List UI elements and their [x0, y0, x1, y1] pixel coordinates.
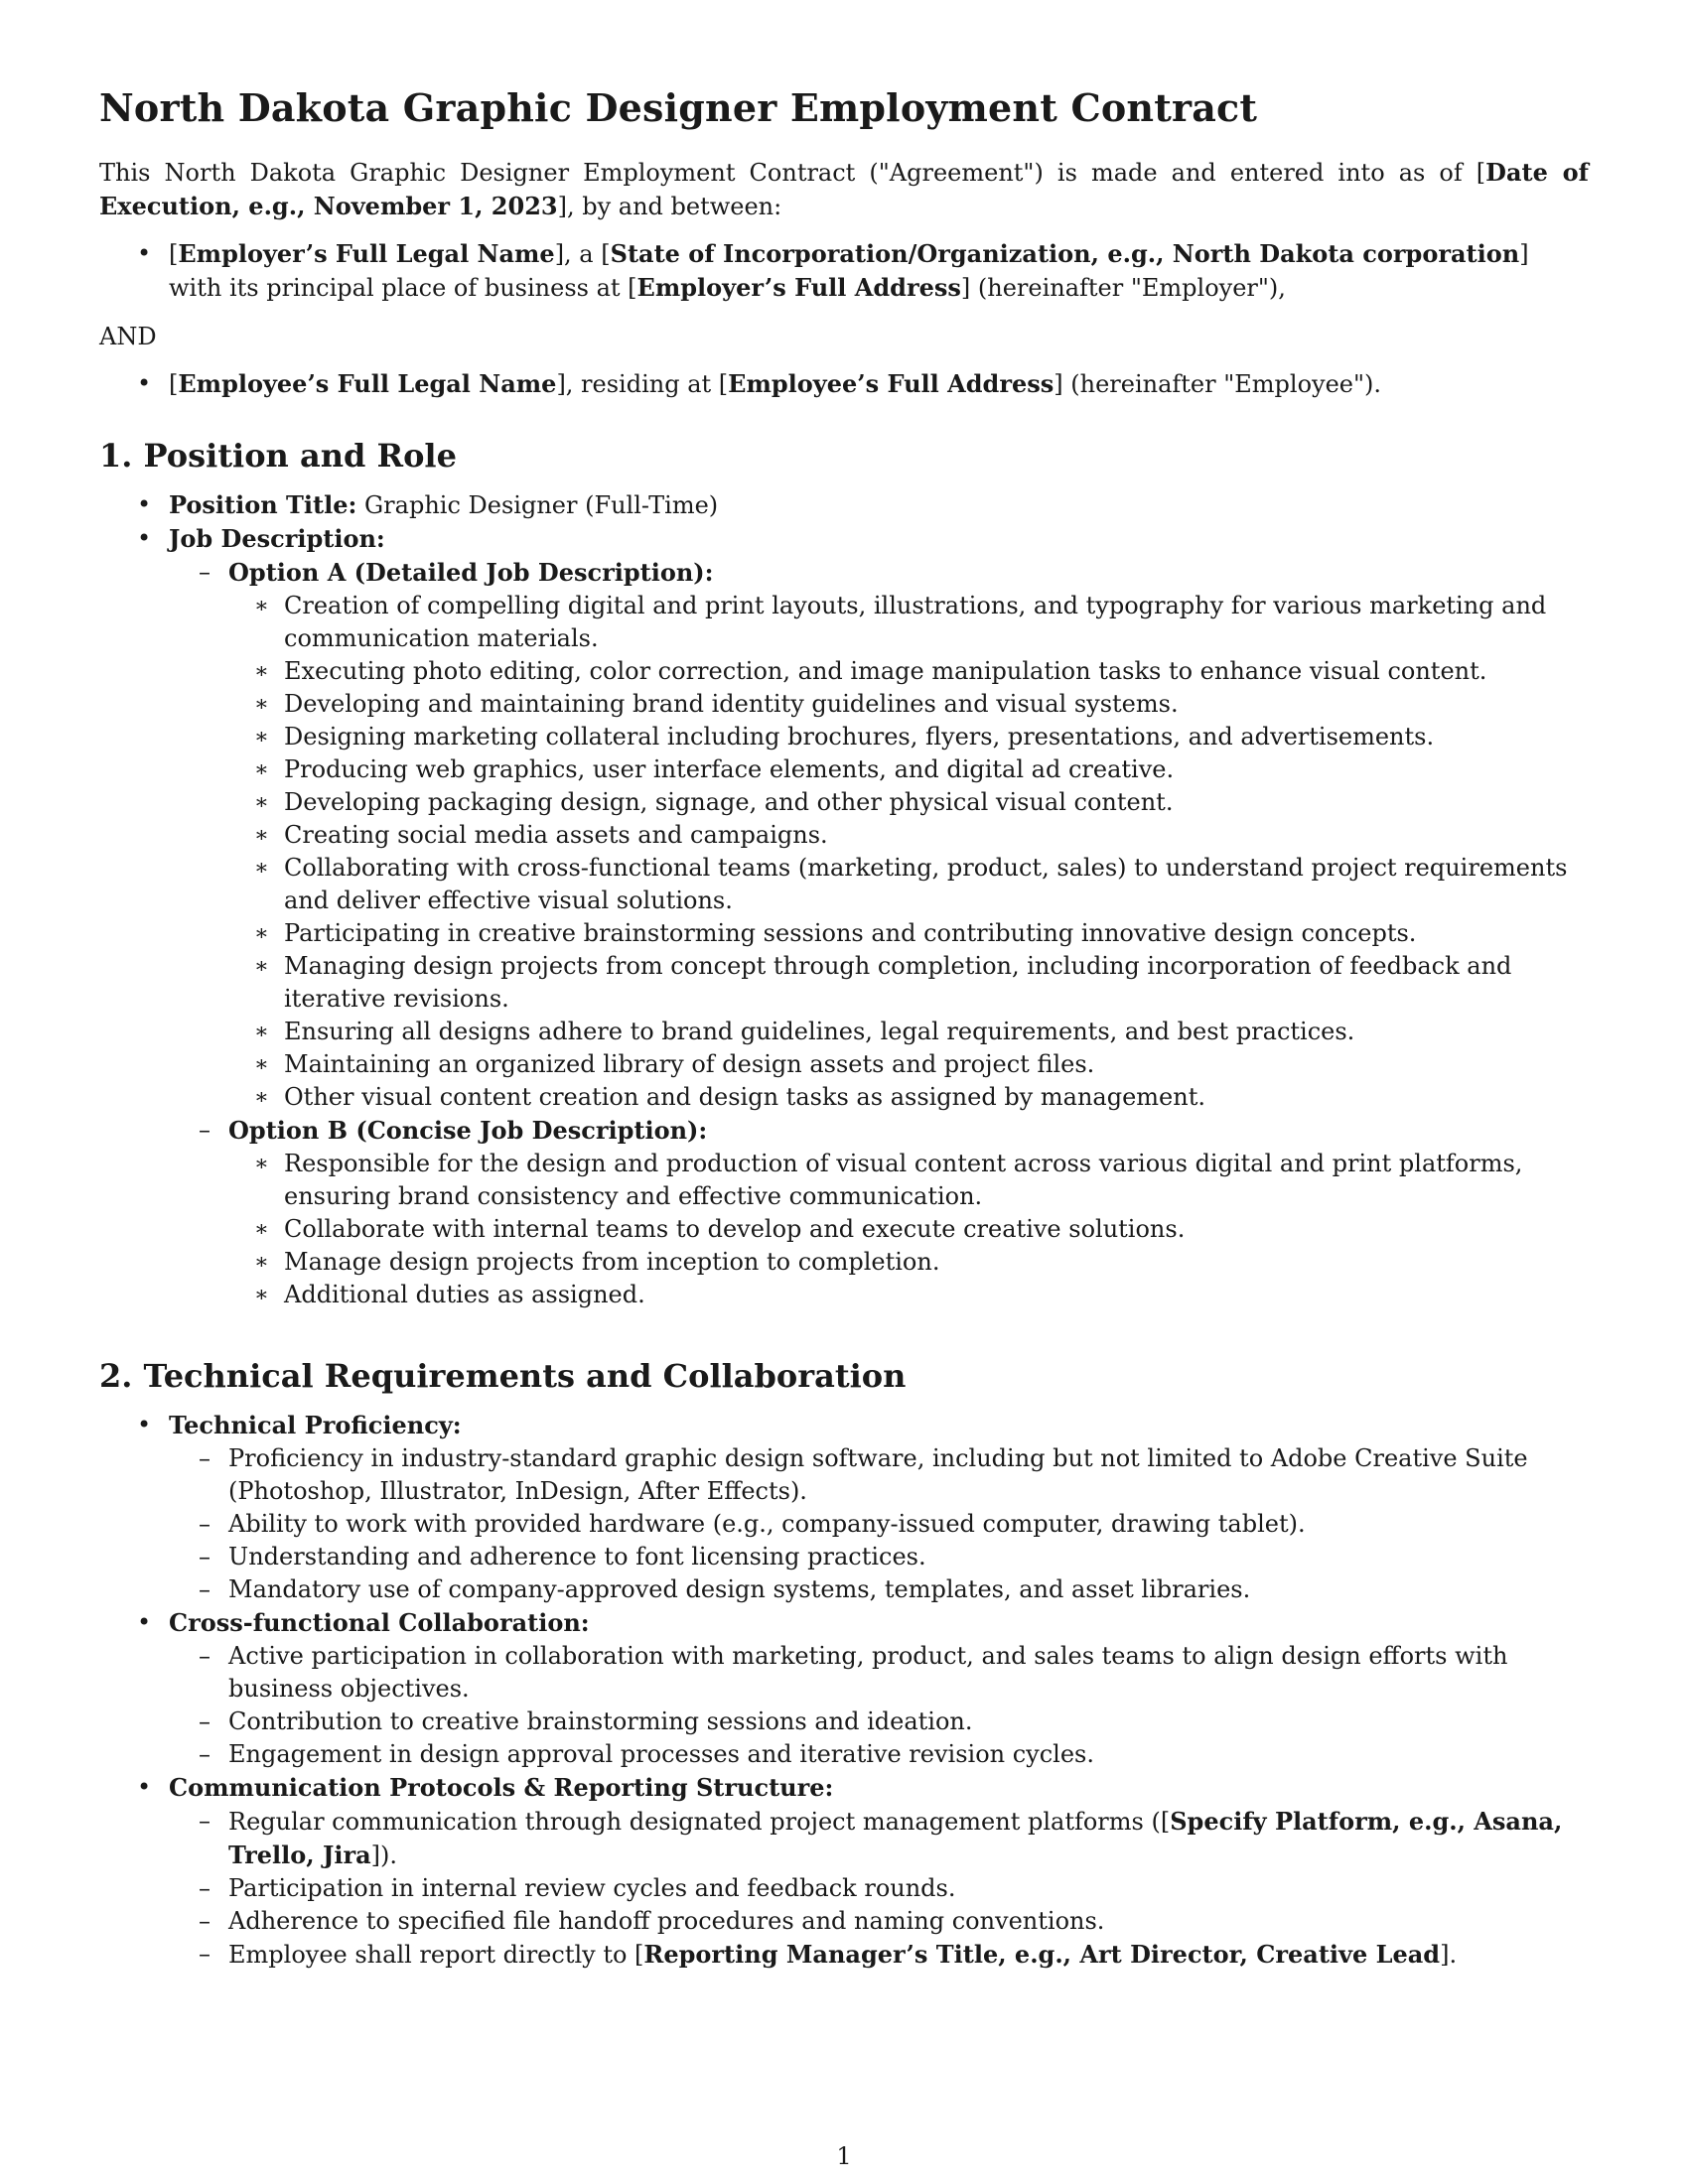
list-item: – Mandatory use of company-approved design systems, templates, and asset libraries.: [159, 1573, 1589, 1606]
technical-proficiency-item: • Technical Proficiency: – Proficiency in industry-standard graphic design software, including but not limited to Adobe Creative Suite (Photoshop, Illustrator, InDesign, After Effects). – Ability to work with provided hardware (e.g., company-issued computer, drawing tablet). – Understanding and adherence to font licensing practices. – Mandatory use of company-approved design systems, templates, and asset libraries.: [99, 1409, 1589, 1606]
list-item: ∗ Additional duties as assigned.: [214, 1279, 1589, 1311]
list-item: ∗ Other visual content creation and design tasks as assigned by management.: [214, 1081, 1589, 1114]
page-number: 1: [836, 2142, 852, 2170]
job-description-item: • Job Description: – Option A (Detailed Job Description): ∗ Creation of compelling digital and print layouts, illustrations, and typography for various marketing and communication materials. ∗ Executing photo editing, color correction, and image manipulation tasks to enhance visual content. ∗ Developing and maintaining brand identity guidelines and visual systems. ∗ Designing marketing collateral including brochures, flyers, presentations, and advertisements. ∗ Producing web graphics, user interface elements, and digital ad creative. ∗ Developing packaging design, signage, and other physical visual content. ∗ Creating social media assets and campaigns. ∗ Collaborating with cross-functional teams (marketing, product, sales) to understand project requirements and deliver effective visual solutions. ∗ Participating in creative brainstorming sessions and contributing innovative design concepts. ∗ Managing design projects from concept through completion, including incorporation of feedback and iterative revisions. ∗ Ensuring all designs adhere to brand guidelines, legal requirements, and best practices. ∗ Maintaining an organized library of design assets and project files. ∗ Other visual content creation and design tasks as assigned by management. – Option B (Concise Job Description): ∗ Responsible for the design and production of visual content across various digital and print platforms, ensuring brand consistency and effective communication. ∗ Collaborate with internal teams to develop and execute creative solutions. ∗ Manage design projects from inception to completion. ∗ Additional duties as assigned.: [99, 522, 1589, 1311]
platform-placeholder: Specify Platform, e.g., Asana, Trello, Jira: [228, 1807, 1563, 1869]
list-item: ∗ Creation of compelling digital and print layouts, illustrations, and typography for various marketing and communication materials.: [214, 590, 1589, 655]
list-item: – Participation in internal review cycles and feedback rounds.: [159, 1872, 1589, 1905]
list-item: – Adherence to specified file handoff procedures and naming conventions.: [159, 1905, 1589, 1938]
list-item: – Active participation in collaboration with marketing, product, and sales teams to align design efforts with business objectives.: [159, 1640, 1589, 1706]
list-item: – Contribution to creative brainstorming sessions and ideation.: [159, 1706, 1589, 1738]
list-item: ∗ Responsible for the design and production of visual content across various digital and print platforms, ensuring brand consistency and effective communication.: [214, 1148, 1589, 1213]
and-label: AND: [99, 323, 157, 350]
section-1-list: [99, 488, 1589, 1311]
list-item: ∗ Producing web graphics, user interface elements, and digital ad creative.: [214, 753, 1589, 786]
list-item: ∗ Developing packaging design, signage, and other physical visual content.: [214, 786, 1589, 819]
list-item: ∗ Manage design projects from inception to completion.: [214, 1246, 1589, 1279]
employer-party-list: [99, 237, 1589, 305]
date-placeholder: Date of Execution, e.g., November 1, 2023: [99, 158, 1589, 220]
list-item: ∗ Ensuring all designs adhere to brand guidelines, legal requirements, and best practices.: [214, 1016, 1589, 1048]
list-item: – Employee shall report directly to [Reporting Manager’s Title, e.g., Art Director, Creative Lead].: [159, 1938, 1589, 1972]
document-title: North Dakota Graphic Designer Employment Contract: [99, 85, 1258, 130]
option-a-list: [214, 590, 1589, 1114]
employee-party: • [Employee’s Full Legal Name], residing at [Employee’s Full Address] (hereinafter "Employee").: [99, 367, 1589, 401]
list-item: – Understanding and adherence to font licensing practices.: [159, 1541, 1589, 1573]
list-item: ∗ Participating in creative brainstorming sessions and contributing innovative design concepts.: [214, 917, 1589, 950]
option-a-item: – Option A (Detailed Job Description): ∗ Creation of compelling digital and print layouts, illustrations, and typography for various marketing and communication materials. ∗ Executing photo editing, color correction, and image manipulation tasks to enhance visual content. ∗ Developing and maintaining brand identity guidelines and visual systems. ∗ Designing marketing collateral including brochures, flyers, presentations, and advertisements. ∗ Producing web graphics, user interface elements, and digital ad creative. ∗ Developing packaging design, signage, and other physical visual content. ∗ Creating social media assets and campaigns. ∗ Collaborating with cross-functional teams (marketing, product, sales) to understand project requirements and deliver effective visual solutions. ∗ Participating in creative brainstorming sessions and contributing innovative design concepts. ∗ Managing design projects from concept through completion, including incorporation of feedback and iterative revisions. ∗ Ensuring all designs adhere to brand guidelines, legal requirements, and best practices. ∗ Maintaining an organized library of design assets and project files. ∗ Other visual content creation and design tasks as assigned by management.: [159, 556, 1589, 1114]
position-title-item: • Position Title: Graphic Designer (Full-Time): [99, 488, 1589, 522]
manager-placeholder: Reporting Manager’s Title, e.g., Art Director, Creative Lead: [643, 1940, 1441, 1969]
list-item: ∗ Collaborating with cross-functional teams (marketing, product, sales) to understand project requirements and deliver effective visual solutions.: [214, 852, 1589, 917]
list-item: ∗ Managing design projects from concept through completion, including incorporation of feedback and iterative revisions.: [214, 950, 1589, 1016]
employee-address-placeholder: Employee’s Full Address: [728, 369, 1055, 398]
list-item: ∗ Designing marketing collateral including brochures, flyers, presentations, and advertisements.: [214, 721, 1589, 753]
employee-party-list: [99, 367, 1589, 401]
employer-address-placeholder: Employer’s Full Address: [636, 273, 961, 302]
list-item: ∗ Developing and maintaining brand identity guidelines and visual systems.: [214, 688, 1589, 721]
option-b-item: – Option B (Concise Job Description): ∗ Responsible for the design and production of visual content across various digital and print platforms, ensuring brand consistency and effective communication. ∗ Collaborate with internal teams to develop and execute creative solutions. ∗ Manage design projects from inception to completion. ∗ Additional duties as assigned.: [159, 1114, 1589, 1311]
list-item: ∗ Maintaining an organized library of design assets and project files.: [214, 1048, 1589, 1081]
employee-name-placeholder: Employee’s Full Legal Name: [178, 369, 557, 398]
section-2-heading: 2. Technical Requirements and Collaboration: [99, 1357, 907, 1395]
list-item: ∗ Creating social media assets and campaigns.: [214, 819, 1589, 852]
list-item: – Engagement in design approval processes and iterative revision cycles.: [159, 1738, 1589, 1771]
collaboration-item: • Cross-functional Collaboration: – Active participation in collaboration with marketing, product, and sales teams to align design efforts with business objectives. – Contribution to creative brainstorming sessions and ideation. – Engagement in design approval processes and iterative revision cycles.: [99, 1606, 1589, 1771]
list-item: – Regular communication through designated project management platforms ([Specify Platform, e.g., Asana, Trello, Jira]).: [159, 1805, 1589, 1872]
employer-state-placeholder: State of Incorporation/Organization, e.g., North Dakota corporation: [610, 239, 1520, 268]
employer-party: • [Employer’s Full Legal Name], a [State of Incorporation/Organization, e.g., North Dakota corporation] with its principal place of business at [Employer’s Full Address] (hereinafter "Employer"),: [99, 237, 1589, 305]
list-item: – Ability to work with provided hardware (e.g., company-issued computer, drawing tablet).: [159, 1508, 1589, 1541]
list-item: – Proficiency in industry-standard graphic design software, including but not limited to Adobe Creative Suite (Photoshop, Illustrator, InDesign, After Effects).: [159, 1442, 1589, 1508]
communication-item: • Communication Protocols & Reporting Structure: – Regular communication through designated project management platforms ([Specify Platform, e.g., Asana, Trello, Jira]). – Participation in internal review cycles and feedback rounds. – Adherence to specified file handoff procedures and naming conventions. – Employee shall report directly to [Reporting Manager’s Title, e.g., Art Director, Creative Lead].: [99, 1771, 1589, 1972]
intro-paragraph: This North Dakota Graphic Designer Employment Contract ("Agreement") is made and entered into as of [Date of Execution, e.g., November 1, 2023], by and between:: [99, 158, 1589, 220]
list-item: ∗ Executing photo editing, color correction, and image manipulation tasks to enhance visual content.: [214, 655, 1589, 688]
section-1-heading: 1. Position and Role: [99, 437, 457, 475]
list-item: ∗ Collaborate with internal teams to develop and execute creative solutions.: [214, 1213, 1589, 1246]
section-2-list: [99, 1409, 1589, 1972]
employer-name-placeholder: Employer’s Full Legal Name: [178, 239, 555, 268]
option-b-list: [214, 1148, 1589, 1311]
